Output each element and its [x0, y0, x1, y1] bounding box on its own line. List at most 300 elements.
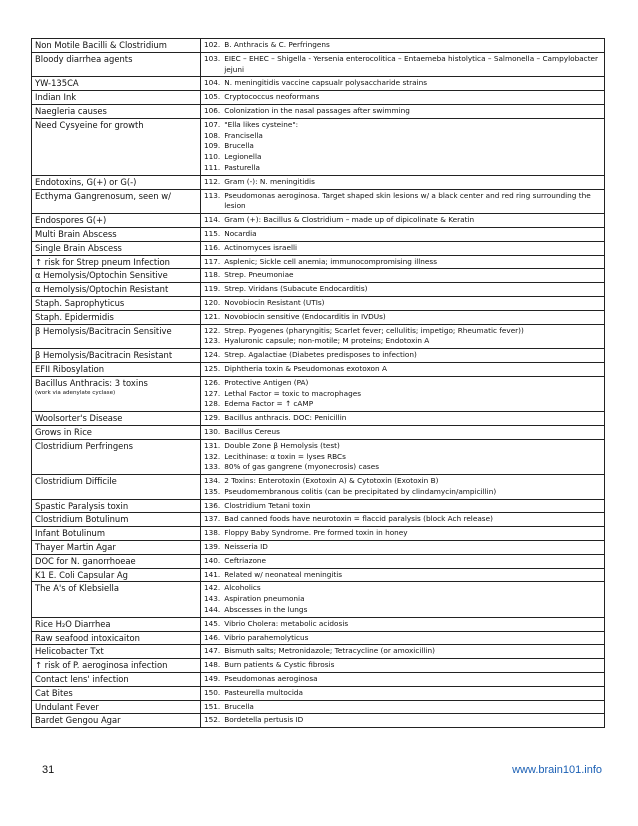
- definition-cell: [201, 52, 605, 77]
- definition-cell: [201, 513, 605, 527]
- item-number: 141.: [204, 569, 221, 579]
- table-row: [32, 439, 605, 474]
- term-cell: [32, 227, 201, 241]
- term-text: Infant Botulinum: [35, 528, 106, 539]
- item-number: 124.: [204, 350, 221, 360]
- item-text: "Ella likes cysteine":: [224, 119, 299, 129]
- term-text: Naegleria causes: [35, 105, 107, 116]
- item-text: Strep. Viridans (Subacute Endocarditis): [224, 284, 368, 294]
- term-text: Non Motile Bacilli & Clostridium: [35, 40, 167, 50]
- item-text: Asplenic; Sickle cell anemia; immunocompromising illness: [224, 256, 438, 266]
- table-row: [32, 189, 605, 214]
- item-text: Neisseria ID: [224, 542, 268, 552]
- item-text: Francisella: [224, 130, 263, 140]
- term-text: β Hemolysis/Bacitracin Sensitive: [35, 325, 172, 336]
- table-row: [32, 175, 605, 189]
- table-row: [32, 617, 605, 631]
- item-number: 131.: [204, 440, 221, 450]
- definition-line: [204, 715, 601, 726]
- definition-cell: [201, 104, 605, 118]
- table-row: [32, 554, 605, 568]
- item-text: Colonization in the nasal passages after swimming: [224, 105, 410, 115]
- definition-line: [204, 141, 601, 152]
- item-number: 109.: [204, 141, 221, 151]
- item-number: 125.: [204, 363, 221, 373]
- term-cell: [32, 617, 201, 631]
- definition-line: [204, 605, 601, 616]
- item-number: 105.: [204, 92, 221, 102]
- item-number: 129.: [204, 413, 221, 423]
- term-cell: [32, 189, 201, 214]
- definition-line: [204, 427, 601, 438]
- definition-cell: [201, 645, 605, 659]
- item-number: 127.: [204, 388, 221, 398]
- item-text: Bacillus anthracis. DOC: Penicillin: [224, 413, 347, 423]
- definition-line: [204, 78, 601, 89]
- definition-line: [204, 191, 601, 213]
- definition-line: [204, 476, 601, 487]
- term-cell: [32, 659, 201, 673]
- term-cell: [32, 412, 201, 426]
- item-number: 117.: [204, 256, 221, 266]
- table-row: [32, 475, 605, 500]
- item-number: 116.: [204, 242, 221, 252]
- table-row: [32, 77, 605, 91]
- definition-cell: [201, 659, 605, 673]
- definition-line: [204, 298, 601, 309]
- term-cell: [32, 39, 201, 53]
- table-row: [32, 227, 605, 241]
- item-text: Pseudomembranous colitis (can be precipitated by clindamycin/ampicillin): [224, 486, 497, 496]
- item-number: 120.: [204, 297, 221, 307]
- item-number: 108.: [204, 130, 221, 140]
- term-cell: [32, 118, 201, 175]
- term-cell: [32, 645, 201, 659]
- term-text: β Hemolysis/Bacitracin Resistant: [35, 350, 173, 361]
- term-text: Bloody diarrhea agents: [35, 53, 133, 64]
- term-text: Single Brain Abscess: [35, 242, 122, 253]
- term-text: The A's of Klebsiella: [35, 583, 119, 594]
- term-cell: [32, 475, 201, 500]
- term-cell: [32, 714, 201, 728]
- item-number: 142.: [204, 583, 221, 593]
- definition-cell: [201, 475, 605, 500]
- table-row: [32, 700, 605, 714]
- term-cell: [32, 376, 201, 411]
- item-text: Hyaluronic capsule; non-motile; M proteins; Endotoxin A: [224, 336, 430, 346]
- item-number: 126.: [204, 377, 221, 387]
- definition-line: [204, 556, 601, 567]
- item-number: 132.: [204, 451, 221, 461]
- term-text: Contact lens' infection: [35, 674, 129, 685]
- item-number: 147.: [204, 646, 221, 656]
- definition-line: [204, 326, 601, 337]
- item-text: Burn patients & Cystic fibrosis: [224, 660, 335, 670]
- term-cell: [32, 310, 201, 324]
- term-cell: [32, 362, 201, 376]
- item-text: Floppy Baby Syndrome. Pre formed toxin in honey: [224, 528, 408, 538]
- definition-line: [204, 501, 601, 512]
- table-row: [32, 52, 605, 77]
- table-row: [32, 686, 605, 700]
- item-number: 114.: [204, 215, 221, 225]
- definition-cell: [201, 425, 605, 439]
- definition-cell: [201, 283, 605, 297]
- term-cell: [32, 513, 201, 527]
- item-number: 143.: [204, 594, 221, 604]
- definition-cell: [201, 118, 605, 175]
- item-text: Brucella: [224, 141, 254, 151]
- item-text: Pseudomonas aeroginosa: [224, 674, 318, 684]
- item-text: Strep. Pneumoniae: [224, 270, 294, 280]
- table-row: [32, 673, 605, 687]
- item-text: Ceftriazone: [224, 555, 267, 565]
- definition-line: [204, 452, 601, 463]
- definition-line: [204, 131, 601, 142]
- term-cell: [32, 283, 201, 297]
- item-number: 136.: [204, 500, 221, 510]
- item-text: Pasturella: [224, 162, 260, 172]
- definition-cell: [201, 439, 605, 474]
- definition-line: [204, 583, 601, 594]
- item-number: 134.: [204, 476, 221, 486]
- term-cell: [32, 77, 201, 91]
- table-row: [32, 412, 605, 426]
- definition-cell: [201, 686, 605, 700]
- item-number: 103.: [204, 53, 221, 63]
- definition-cell: [201, 617, 605, 631]
- definition-line: [204, 441, 601, 452]
- definition-line: [204, 399, 601, 410]
- item-text: Bacillus Cereus: [224, 426, 280, 436]
- item-text: 2 Toxins: Enterotoxin (Exotoxin A) & Cytotoxin (Exotoxin B): [224, 476, 439, 486]
- definition-line: [204, 389, 601, 400]
- term-cell: [32, 499, 201, 513]
- item-number: 137.: [204, 514, 221, 524]
- term-text: Endospores G(+): [35, 215, 107, 226]
- definition-line: [204, 674, 601, 685]
- definition-line: [204, 152, 601, 163]
- item-number: 107.: [204, 119, 221, 129]
- item-number: 128.: [204, 399, 221, 409]
- item-number: 115.: [204, 228, 221, 238]
- term-text: Grows in Rice: [35, 426, 92, 437]
- website-link[interactable]: www.brain101.info: [512, 764, 602, 776]
- item-text: Nocardia: [224, 228, 257, 238]
- item-number: 145.: [204, 618, 221, 628]
- definition-line: [204, 284, 601, 295]
- item-text: Novobiocin sensitive (Endocarditis in IVDUs): [224, 311, 386, 321]
- table-row: [32, 568, 605, 582]
- item-number: 111.: [204, 162, 221, 172]
- term-text: Staph. Epidermidis: [35, 311, 114, 322]
- item-number: 151.: [204, 701, 221, 711]
- term-text: Rice H₂O Diarrhea: [35, 618, 111, 629]
- term-cell: [32, 439, 201, 474]
- item-number: 121.: [204, 311, 221, 321]
- definition-cell: [201, 714, 605, 728]
- item-text: 80% of gas gangrene (myonecrosis) cases: [224, 462, 380, 472]
- item-number: 130.: [204, 426, 221, 436]
- item-text: Strep. Pyogenes (pharyngitis; Scarlet fever; cellulitis; impetigo; Rheumatic fever)): [224, 325, 524, 335]
- item-text: Bordetella pertusis ID: [224, 715, 304, 725]
- table-row: [32, 499, 605, 513]
- definition-line: [204, 270, 601, 281]
- item-text: Gram (+): Bacillus & Clostridium – made up of dipicolinate & Keratin: [224, 215, 475, 225]
- definition-cell: [201, 175, 605, 189]
- item-text: Lecithinase: α toxin = lyses RBCs: [224, 451, 346, 461]
- term-cell: [32, 631, 201, 645]
- definition-line: [204, 688, 601, 699]
- table-row: [32, 39, 605, 53]
- definition-cell: [201, 296, 605, 310]
- definition-line: [204, 54, 601, 76]
- term-cell: [32, 686, 201, 700]
- table-row: [32, 296, 605, 310]
- term-cell: [32, 214, 201, 228]
- term-text: Spastic Paralysis toxin: [35, 500, 129, 511]
- term-cell: [32, 700, 201, 714]
- definition-line: [204, 40, 601, 51]
- item-text: Legionella: [224, 152, 262, 162]
- term-cell: [32, 527, 201, 541]
- table-row: [32, 541, 605, 555]
- definition-cell: [201, 310, 605, 324]
- definition-line: [204, 257, 601, 268]
- definition-line: [204, 702, 601, 713]
- item-text: Cryptococcus neoformans: [224, 92, 320, 102]
- item-number: 149.: [204, 674, 221, 684]
- term-cell: [32, 324, 201, 349]
- term-text: Endotoxins, G(+) or G(-): [35, 176, 137, 187]
- term-text: Woolsorter's Disease: [35, 413, 123, 424]
- item-text: B. Anthracis & C. Perfringens: [224, 40, 330, 49]
- item-number: 113.: [204, 190, 221, 200]
- term-text: Raw seafood intoxicaiton: [35, 632, 140, 643]
- definition-line: [204, 163, 601, 174]
- item-text: Pasteurella multocida: [224, 687, 303, 697]
- term-subnote: (work via adenylate cyclase): [35, 389, 116, 396]
- definition-line: [204, 364, 601, 375]
- table-row: [32, 255, 605, 269]
- term-text: Need Cysyeine for growth: [35, 119, 144, 130]
- notes-table-body: [32, 39, 605, 728]
- term-text: Cat Bites: [35, 687, 73, 698]
- definition-cell: [201, 527, 605, 541]
- definition-cell: [201, 39, 605, 53]
- term-text: Ecthyma Gangrenosum, seen w/: [35, 190, 171, 201]
- term-cell: [32, 541, 201, 555]
- item-text: Bad canned foods have neurotoxin = flaccid paralysis (block Ach release): [224, 514, 493, 524]
- term-cell: [32, 269, 201, 283]
- term-text: α Hemolysis/Optochin Sensitive: [35, 270, 168, 281]
- definition-line: [204, 229, 601, 240]
- table-row: [32, 214, 605, 228]
- item-text: EIEC – EHEC – Shigella - Yersenia enterocolitica – Entaemeba histolytica – Salmonella – Campylobacter jejuni: [224, 53, 599, 74]
- item-number: 102.: [204, 40, 221, 49]
- table-row: [32, 645, 605, 659]
- item-text: Vibrio parahemolyticus: [224, 632, 309, 642]
- term-cell: [32, 241, 201, 255]
- table-row: [32, 324, 605, 349]
- item-text: Brucella: [224, 701, 254, 711]
- definition-line: [204, 92, 601, 103]
- definition-cell: [201, 91, 605, 105]
- term-text: Bacillus Anthracis: 3 toxins: [35, 377, 148, 388]
- definition-line: [204, 619, 601, 630]
- page-number: 31: [42, 764, 55, 776]
- item-text: Double Zone β Hemolysis (test): [224, 440, 340, 450]
- item-text: Diphtheria toxin & Pseudomonas exotoxon A: [224, 363, 387, 373]
- item-number: 104.: [204, 78, 221, 88]
- item-text: Actinomyces israelli: [224, 242, 298, 252]
- definition-line: [204, 646, 601, 657]
- term-cell: [32, 568, 201, 582]
- definition-cell: [201, 227, 605, 241]
- term-cell: [32, 349, 201, 363]
- definition-line: [204, 542, 601, 553]
- table-row: [32, 310, 605, 324]
- term-cell: [32, 582, 201, 617]
- term-text: ↑ risk of P. aeroginosa infection: [35, 660, 168, 671]
- definition-line: [204, 243, 601, 254]
- table-row: [32, 349, 605, 363]
- item-text: Protective Antigen (PA): [224, 377, 309, 387]
- item-number: 138.: [204, 528, 221, 538]
- term-text: Indian Ink: [35, 92, 77, 103]
- item-text: Alcoholics: [224, 583, 261, 593]
- definition-line: [204, 487, 601, 498]
- definition-line: [204, 106, 601, 117]
- item-text: Bismuth salts; Metronidazole; Tetracycline (or amoxicillin): [224, 646, 435, 656]
- table-row: [32, 118, 605, 175]
- term-cell: [32, 91, 201, 105]
- definition-line: [204, 120, 601, 131]
- definition-cell: [201, 269, 605, 283]
- definition-cell: [201, 499, 605, 513]
- item-number: 122.: [204, 325, 221, 335]
- definition-line: [204, 350, 601, 361]
- table-row: [32, 104, 605, 118]
- definition-cell: [201, 362, 605, 376]
- definition-line: [204, 462, 601, 473]
- item-text: Edema Factor = ↑ cAMP: [224, 399, 314, 409]
- definition-line: [204, 660, 601, 671]
- item-text: Lethal Factor = toxic to macrophages: [224, 388, 362, 398]
- definition-line: [204, 312, 601, 323]
- item-number: 140.: [204, 555, 221, 565]
- definition-line: [204, 378, 601, 389]
- definition-line: [204, 413, 601, 424]
- item-number: 119.: [204, 284, 221, 294]
- item-text: Vibrio Cholera: metabolic acidosis: [224, 618, 349, 628]
- term-text: Clostridium Difficile: [35, 476, 117, 487]
- term-text: Bardet Gengou Agar: [35, 715, 121, 726]
- definition-line: [204, 633, 601, 644]
- table-row: [32, 269, 605, 283]
- definition-cell: [201, 324, 605, 349]
- definition-cell: [201, 582, 605, 617]
- table-row: [32, 425, 605, 439]
- item-number: 110.: [204, 152, 221, 162]
- item-text: Clostridium Tetani toxin: [224, 500, 311, 510]
- item-number: 135.: [204, 486, 221, 496]
- definition-cell: [201, 700, 605, 714]
- table-row: [32, 659, 605, 673]
- term-cell: [32, 104, 201, 118]
- definition-cell: [201, 554, 605, 568]
- term-cell: [32, 673, 201, 687]
- term-cell: [32, 296, 201, 310]
- table-row: [32, 241, 605, 255]
- table-row: [32, 362, 605, 376]
- table-row: [32, 582, 605, 617]
- definition-cell: [201, 241, 605, 255]
- term-text: K1 E. Coli Capsular Ag: [35, 569, 128, 580]
- term-cell: [32, 52, 201, 77]
- table-row: [32, 714, 605, 728]
- table-row: [32, 283, 605, 297]
- definition-cell: [201, 349, 605, 363]
- term-cell: [32, 554, 201, 568]
- definition-cell: [201, 673, 605, 687]
- table-row: [32, 91, 605, 105]
- item-number: 112.: [204, 176, 221, 186]
- definition-cell: [201, 412, 605, 426]
- table-row: [32, 631, 605, 645]
- notes-table: [31, 38, 605, 728]
- definition-cell: [201, 376, 605, 411]
- item-text: Strep. Agalactiae (Diabetes predisposes to infection): [224, 350, 417, 360]
- table-row: [32, 527, 605, 541]
- term-text: Undulant Fever: [35, 701, 99, 712]
- term-text: Multi Brain Abscess: [35, 228, 117, 239]
- item-text: Related w/ neonateal meningitis: [224, 569, 343, 579]
- item-text: Aspiration pneumonia: [224, 594, 305, 604]
- item-number: 148.: [204, 660, 221, 670]
- term-text: Clostridium Perfringens: [35, 440, 134, 451]
- item-number: 152.: [204, 715, 221, 725]
- item-number: 118.: [204, 270, 221, 280]
- definition-cell: [201, 255, 605, 269]
- item-text: Gram (-): N. meningitidis: [224, 176, 315, 186]
- definition-cell: [201, 631, 605, 645]
- term-text: Staph. Saprophyticus: [35, 297, 125, 308]
- item-number: 146.: [204, 632, 221, 642]
- term-text: YW-135CA: [35, 78, 79, 89]
- definition-line: [204, 215, 601, 226]
- item-text: Abscesses in the lungs: [224, 605, 308, 615]
- definition-cell: [201, 541, 605, 555]
- definition-cell: [201, 568, 605, 582]
- term-text: EFII Ribosylation: [35, 363, 105, 374]
- term-text: Thayer Martin Agar: [35, 542, 116, 553]
- definition-line: [204, 514, 601, 525]
- table-row: [32, 376, 605, 411]
- term-text: Clostridium Botulinum: [35, 514, 129, 525]
- term-text: Helicobacter Txt: [35, 646, 104, 657]
- item-text: N. meningitidis vaccine capsualr polysaccharide strains: [224, 78, 428, 88]
- item-number: 139.: [204, 542, 221, 552]
- item-number: 133.: [204, 462, 221, 472]
- item-number: 144.: [204, 605, 221, 615]
- definition-line: [204, 528, 601, 539]
- definition-cell: [201, 214, 605, 228]
- term-text: DOC for N. ganorrhoeae: [35, 555, 136, 566]
- item-text: Novobiocin Resistant (UTIs): [224, 297, 325, 307]
- definition-line: [204, 594, 601, 605]
- definition-cell: [201, 77, 605, 91]
